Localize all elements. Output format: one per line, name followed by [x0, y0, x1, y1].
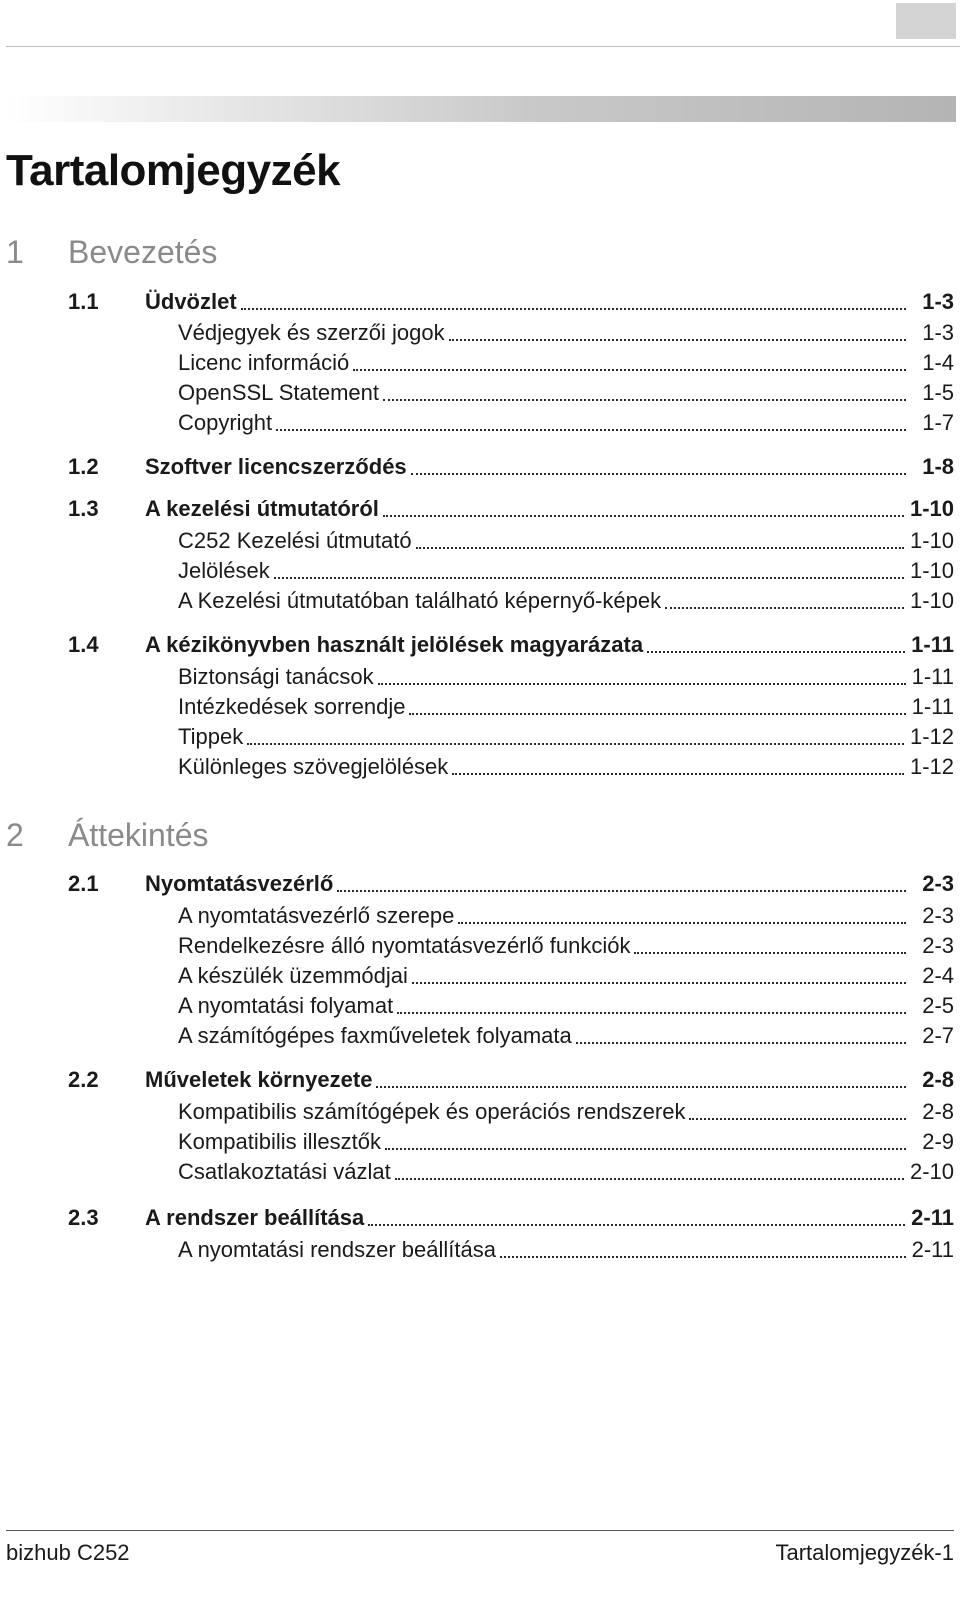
chapter-heading: [6, 232, 217, 272]
page-number: 2-3: [922, 933, 954, 958]
toc-subentry[interactable]: [178, 1022, 954, 1050]
toc-subentry[interactable]: [178, 409, 954, 437]
page-number: 1-12: [909, 724, 954, 749]
entry-label: A készülék üzemmódjai: [178, 963, 408, 988]
dot-leader: [647, 635, 905, 653]
page-number: 2-8: [922, 1067, 954, 1092]
dot-leader: [395, 1162, 904, 1180]
toc-subentry[interactable]: [178, 1236, 954, 1264]
chapter-title: Áttekintés: [68, 816, 209, 853]
toc-subentry[interactable]: [178, 587, 954, 615]
dot-leader: [576, 1026, 906, 1044]
page-number: 1-10: [909, 528, 954, 553]
toc-subentry[interactable]: [178, 723, 954, 751]
page-number: 1-5: [922, 380, 954, 405]
page-number: 2-8: [922, 1099, 954, 1124]
entry-label: Intézkedések sorrendje: [178, 694, 406, 719]
toc-section-entry[interactable]: [68, 453, 954, 481]
entry-label: Különleges szövegjelölések: [178, 754, 449, 779]
toc-section-entry[interactable]: [68, 495, 954, 523]
toc-subentry[interactable]: [178, 1128, 954, 1156]
entry-label: Tippek: [178, 724, 244, 749]
entry-label: A nyomtatási rendszer beállítása: [178, 1237, 496, 1262]
page-number: 1-10: [909, 496, 954, 521]
entry-label: C252 Kezelési útmutató: [178, 528, 412, 553]
page-number: 2-11: [911, 1237, 954, 1262]
page-number: 1-12: [909, 754, 954, 779]
page-number: 1-11: [911, 694, 954, 719]
dot-leader: [337, 874, 906, 892]
page-number: 2-11: [911, 1205, 954, 1230]
entry-label: Műveletek környezete: [145, 1067, 373, 1092]
page-number: 2-4: [922, 963, 954, 988]
toc-subentry[interactable]: [178, 319, 954, 347]
dot-leader: [634, 936, 906, 954]
entry-label: Jelölések: [178, 558, 270, 583]
toc-subentry[interactable]: [178, 557, 954, 585]
entry-label: A Kezelési útmutatóban található képernyő-képek: [178, 588, 662, 613]
chapter-number: 2: [6, 816, 24, 853]
dot-leader: [411, 457, 906, 475]
toc-subentry[interactable]: [178, 349, 954, 377]
section-number: 1.2: [68, 454, 99, 479]
entry-label: Rendelkezésre álló nyomtatásvezérlő funkciók: [178, 933, 631, 958]
entry-label: Kompatibilis illesztők: [178, 1129, 381, 1154]
entry-label: A kezelési útmutatóról: [145, 496, 379, 521]
dot-leader: [241, 292, 906, 310]
entry-label: Üdvözlet: [145, 289, 237, 314]
page-number: 1-11: [911, 632, 954, 657]
header-gradient-bar: [6, 96, 956, 122]
dot-leader: [449, 323, 906, 341]
entry-label: A kézikönyvben használt jelölések magyarázata: [145, 632, 644, 657]
page-number: 1-4: [922, 350, 954, 375]
chapter-title: Bevezetés: [68, 233, 218, 270]
entry-label: Kompatibilis számítógépek és operációs rendszerek: [178, 1099, 686, 1124]
page-number: 1-10: [909, 558, 954, 583]
footer-product-name: bizhub C252: [6, 1540, 130, 1565]
page-number: 1-7: [922, 410, 954, 435]
entry-label: A rendszer beállítása: [145, 1205, 365, 1230]
entry-label: Védjegyek és szerzői jogok: [178, 320, 445, 345]
section-number: 2.3: [68, 1205, 99, 1230]
page-number: 1-3: [922, 320, 954, 345]
section-number: 1.1: [68, 289, 99, 314]
toc-subentry[interactable]: [178, 693, 954, 721]
section-number: 2.1: [68, 871, 99, 896]
entry-label: A nyomtatási folyamat: [178, 993, 394, 1018]
entry-label: Copyright: [178, 410, 273, 435]
dot-leader: [409, 697, 905, 715]
dot-leader: [276, 413, 906, 431]
page-number: 1-8: [922, 454, 954, 479]
toc-section-entry[interactable]: [68, 1204, 954, 1232]
entry-label: Biztonsági tanácsok: [178, 664, 374, 689]
dot-leader: [376, 1070, 906, 1088]
toc-section-entry[interactable]: [68, 1066, 954, 1094]
toc-subentry[interactable]: [178, 379, 954, 407]
dot-leader: [416, 531, 904, 549]
entry-label: A számítógépes faxműveletek folyamata: [178, 1023, 572, 1048]
footer-page-number: Tartalomjegyzék-1: [775, 1540, 954, 1565]
entry-label: OpenSSL Statement: [178, 380, 379, 405]
chapter-number: 1: [6, 233, 24, 270]
toc-subentry[interactable]: [178, 1158, 954, 1186]
page-number: 2-10: [909, 1159, 954, 1184]
dot-leader: [500, 1240, 906, 1258]
dot-leader: [378, 667, 906, 685]
entry-label: Licenc információ: [178, 350, 350, 375]
dot-leader: [397, 996, 906, 1014]
page-number: 1-11: [911, 664, 954, 689]
toc-subentry[interactable]: [178, 1098, 954, 1126]
toc-subentry[interactable]: [178, 663, 954, 691]
page-number: 2-5: [922, 993, 954, 1018]
dot-leader: [274, 561, 904, 579]
toc-section-entry[interactable]: [68, 631, 954, 659]
dot-leader: [665, 591, 904, 609]
dot-leader: [452, 757, 904, 775]
dot-leader: [353, 353, 906, 371]
toc-subentry[interactable]: [178, 902, 954, 930]
page-number: 1-10: [909, 588, 954, 613]
page-number: 2-7: [922, 1023, 954, 1048]
section-number: 2.2: [68, 1067, 99, 1092]
toc-subentry[interactable]: [178, 932, 954, 960]
toc-section-entry[interactable]: [68, 870, 954, 898]
entry-label: Szoftver licencszerződés: [145, 454, 407, 479]
chapter-heading: [6, 815, 209, 855]
page-title: Tartalomjegyzék: [6, 146, 341, 195]
dot-leader: [247, 727, 904, 745]
dot-leader: [385, 1132, 906, 1150]
dot-leader: [412, 966, 906, 984]
section-number: 1.3: [68, 496, 99, 521]
section-number: 1.4: [68, 632, 99, 657]
corner-tab-marker: [896, 3, 956, 39]
page-number: 2-9: [922, 1129, 954, 1154]
footer-divider: [6, 1530, 954, 1531]
dot-leader: [368, 1208, 905, 1226]
entry-label: A nyomtatásvezérlő szerepe: [178, 903, 455, 928]
page-number: 2-3: [922, 871, 954, 896]
dot-leader: [458, 906, 906, 924]
entry-label: Csatlakoztatási vázlat: [178, 1159, 391, 1184]
page-number: 1-3: [922, 289, 954, 314]
entry-label: Nyomtatásvezérlő: [145, 871, 334, 896]
toc-subentry[interactable]: [178, 992, 954, 1020]
toc-subentry[interactable]: [178, 753, 954, 781]
dot-leader: [383, 499, 904, 517]
page-number: 2-3: [922, 903, 954, 928]
toc-section-entry[interactable]: [68, 288, 954, 316]
dot-leader: [383, 383, 906, 401]
dot-leader: [689, 1102, 906, 1120]
toc-subentry[interactable]: [178, 527, 954, 555]
top-divider: [6, 46, 960, 47]
toc-subentry[interactable]: [178, 962, 954, 990]
